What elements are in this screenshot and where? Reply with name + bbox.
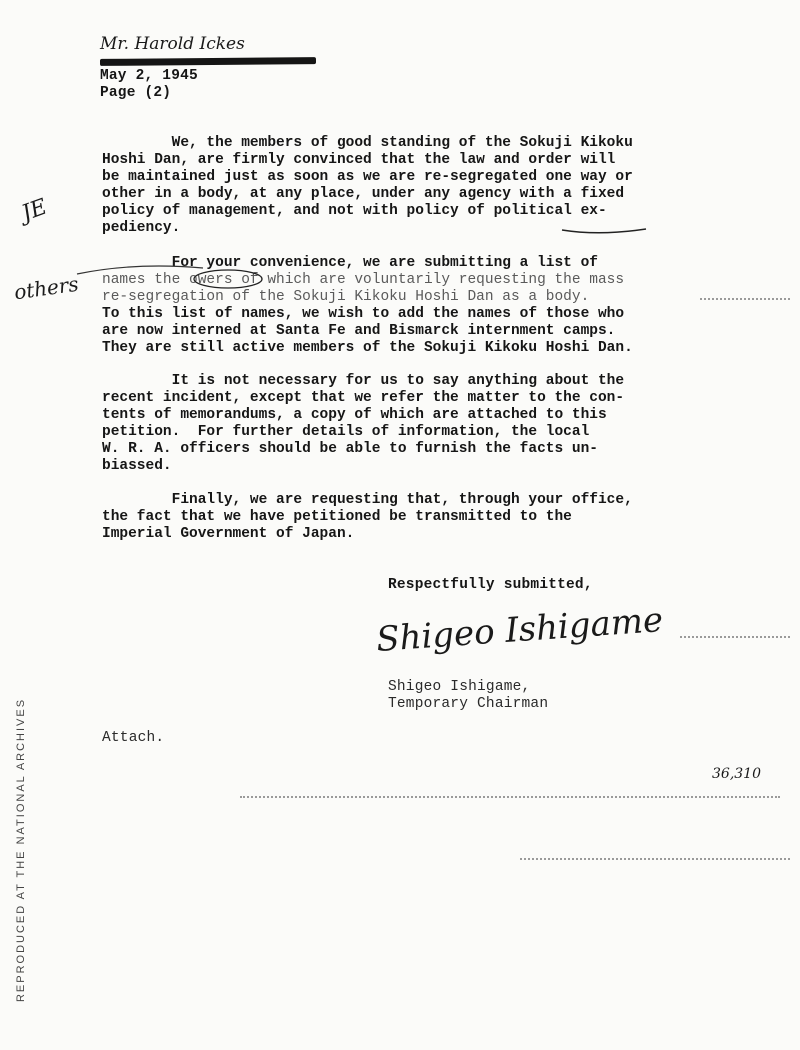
underline-mark <box>560 224 650 236</box>
text-line: re-segregation of the Sokuji Kikoku Hoshi Dan as a body. <box>102 289 590 305</box>
scan-noise <box>240 796 780 800</box>
closing-salutation: Respectfully submitted, <box>388 577 593 593</box>
text-line: Finally, we are requesting that, through your office, <box>102 492 633 508</box>
scan-noise <box>700 298 790 302</box>
text-line: pediency. <box>102 220 181 236</box>
redaction-strike <box>100 57 316 66</box>
signature: Shigeo Ishigame <box>374 600 665 660</box>
text-line: Imperial Government of Japan. <box>102 526 355 542</box>
paragraph-3 <box>102 373 742 475</box>
margin-note-others: others <box>12 271 80 305</box>
text-line: To this list of names, we wish to add the names of those who <box>102 306 625 322</box>
text-line: recent incident, except that we refer the matter to the con- <box>102 390 625 406</box>
text-line: be maintained just as soon as we are re-segregated one way or <box>102 169 633 185</box>
text-line: other in a body, at any place, under any agency with a fixed <box>102 186 625 202</box>
text-line: W. R. A. officers should be able to furnish the facts un- <box>102 441 598 457</box>
scan-noise <box>520 858 790 862</box>
signer-name: Shigeo Ishigame, <box>388 679 531 695</box>
paragraph-1 <box>102 135 742 237</box>
margin-initials: JE <box>18 194 51 227</box>
attachment-label: Attach. <box>102 730 165 746</box>
document-number: 36,310 <box>712 766 761 782</box>
text-line: We, the members of good standing of the Sokuji Kikoku <box>102 135 633 151</box>
signer-title: Temporary Chairman <box>388 696 549 712</box>
archive-stamp-text: REPRODUCED AT THE NATIONAL ARCHIVES <box>15 697 27 1003</box>
text-line: biassed. <box>102 458 172 474</box>
paragraph-4 <box>102 492 742 543</box>
handwritten-recipient: Mr. Harold Ickes <box>100 34 245 54</box>
bracket-mark <box>75 262 205 276</box>
text-line: names the owers of which are voluntarily requesting the mass <box>102 272 625 288</box>
letter-date: May 2, 1945 <box>100 68 198 84</box>
archive-stamp <box>8 697 34 1003</box>
text-line: the fact that we have petitioned be transmitted to the <box>102 509 572 525</box>
page-number: Page (2) <box>100 85 172 101</box>
text-line: They are still active members of the Sokuji Kikoku Hoshi Dan. <box>102 340 633 356</box>
text-line: Hoshi Dan, are firmly convinced that the law and order will <box>102 152 616 168</box>
text-line: It is not necessary for us to say anything about the <box>102 373 625 389</box>
text-line: For your convenience, we are submitting a list of <box>102 255 598 271</box>
text-line: are now interned at Santa Fe and Bismarck internment camps. <box>102 323 616 339</box>
scan-noise <box>680 636 790 640</box>
text-line: petition. For further details of information, the local <box>102 424 590 440</box>
text-line: tents of memorandums, a copy of which are attached to this <box>102 407 607 423</box>
text-line: policy of management, and not with policy of political ex- <box>102 203 607 219</box>
